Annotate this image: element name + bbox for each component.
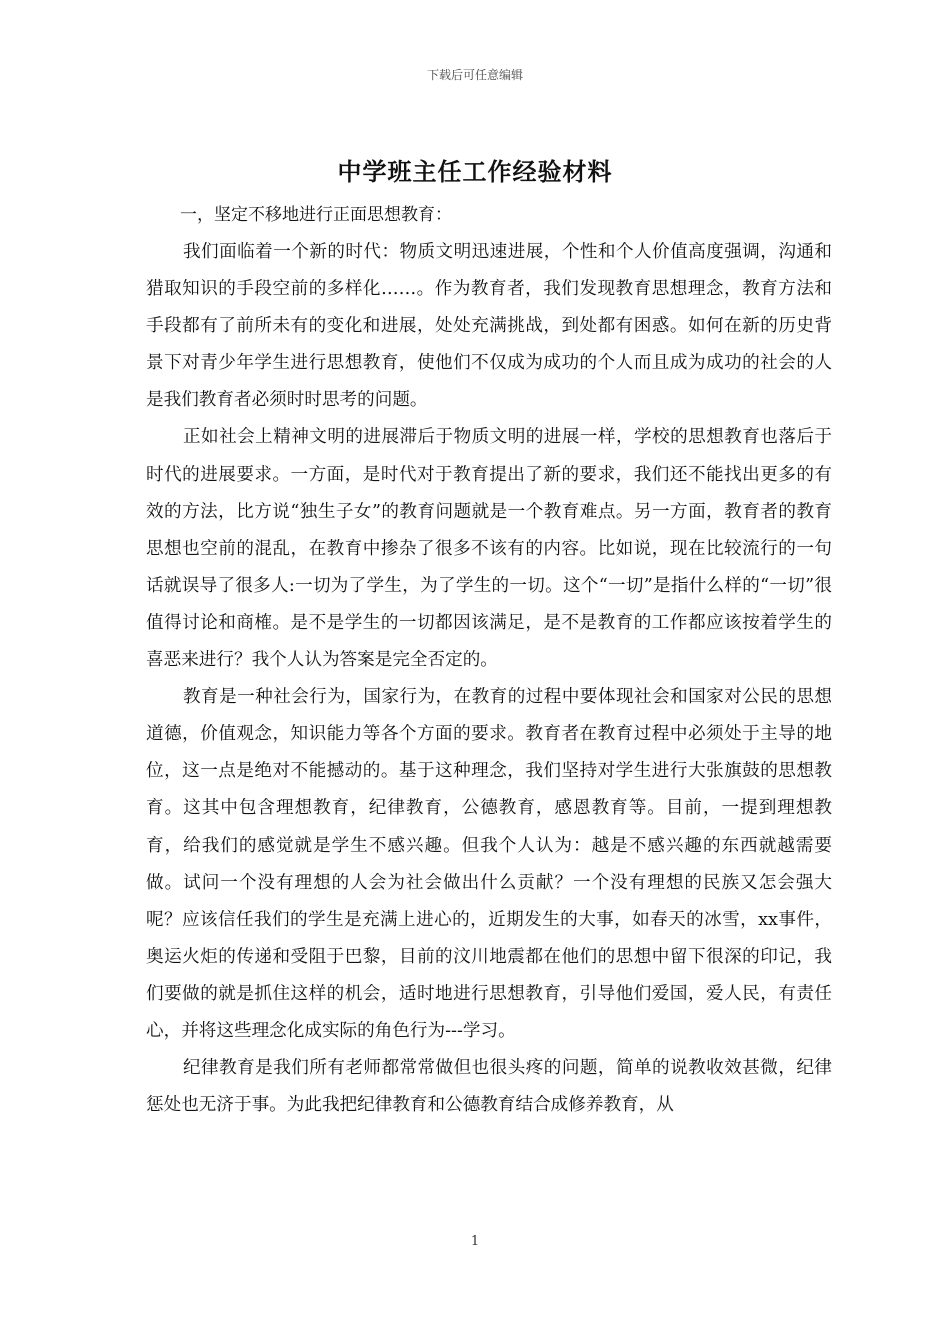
page-number: 1 — [470, 1234, 480, 1249]
body-paragraph-4: 纪律教育是我们所有老师都常常做但也很头疼的问题，简单的说教收效甚微，纪律惩处也无济于事。为此我把纪律教育和公德教育结合成修养教育，从 — [146, 1058, 832, 1116]
body-paragraph-1: 我们面临着一个新的时代：物质文明迅速进展，个性和个人价值高度强调，沟通和猎取知识的手段空前的多样化……。作为教育者，我们发现教育思想理念，教育方法和手段都有了前所未有的变化和进展，处处充满挑战，到处都有困惑。如何在新的历史背景下对青少年学生进行思想教育，使他们不仅成为成功的个人而且成为成功的社会的人是我们教育者必须时时思考的问题。 — [146, 242, 832, 411]
section-heading: 一，坚定不移地进行正面思想教育： — [180, 205, 452, 225]
page-header-note: 下载后可任意编辑 — [426, 68, 523, 82]
body-paragraph-3: 教育是一种社会行为，国家行为，在教育的过程中要体现社会和国家对公民的思想道德，价值观念，知识能力等各个方面的要求。教育者在教育过程中必须处于主导的地位，这一点是绝对不能撼动的。基于这种理念，我们坚持对学生进行大张旗鼓的思想教育。这其中包含理想教育，纪律教育，公德教育，感恩教育等。目前，一提到理想教育，给我们的感觉就是学生不感兴趣。但我个人认为：越是不感兴趣的东西就越需要做。试问一个没有理想的人会为社会做出什么贡献？一个没有理想的民族又怎会强大呢？应该信任我们的学生是充满上进心的，近期发生的大事，如春天的冰雪，xx事件，奥运火炬的传递和受阻于巴黎，目前的汶川地震都在他们的思想中留下很深的印记，我们要做的就是抓住这样的机会，适时地进行思想教育，引导他们爱国，爱人民，有责任心，并将这些理念化成实际的角色行为---学习。 — [146, 687, 832, 1041]
document-title: 中学班主任工作经验材料 — [337, 157, 613, 186]
body-paragraph-2: 正如社会上精神文明的进展滞后于物质文明的进展一样，学校的思想教育也落后于时代的进展要求。一方面，是时代对于教育提出了新的要求，我们还不能找出更多的有效的方法，比方说“独生子女”的教育问题就是一个教育难点。另一方面，教育者的教育思想也空前的混乱，在教育中掺杂了很多不该有的内容。比如说，现在比较流行的一句话就误导了很多人:一切为了学生，为了学生的一切。这个“一切”是指什么样的“一切”很值得讨论和商榷。是不是学生的一切都因该满足，是不是教育的工作都应该按着学生的喜恶来进行？我个人认为答案是完全否定的。 — [146, 427, 832, 671]
document-body — [146, 197, 832, 1124]
